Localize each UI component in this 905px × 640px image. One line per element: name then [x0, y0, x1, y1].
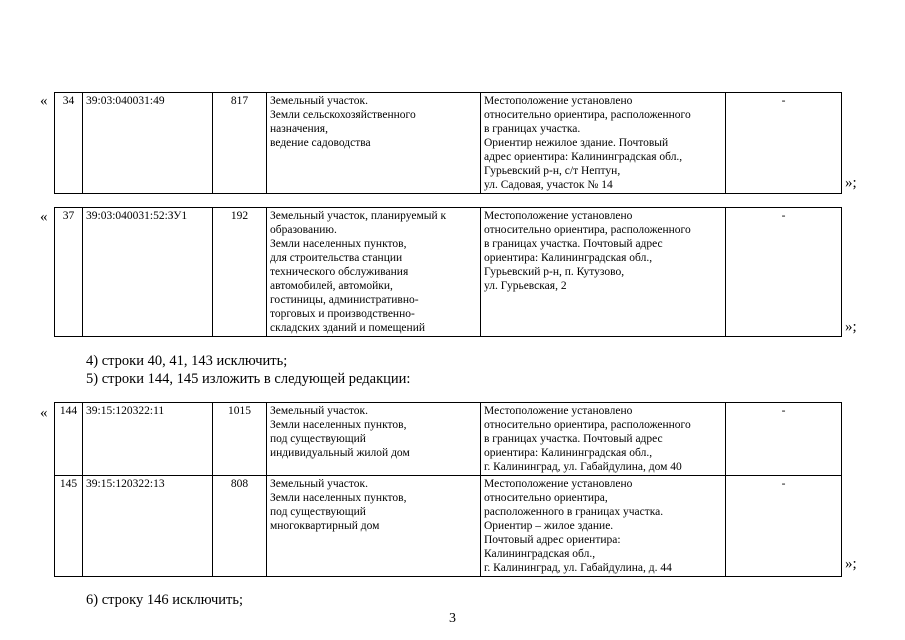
row-number: 144 — [55, 403, 83, 476]
location-description: Местоположение установлено относительно ориентира, расположенного в границах участка. Почтовый адрес ориентира: Калининградская обл., г. Калининград, ул. Габайдулина, дом 40 — [481, 403, 726, 476]
register-table-3 — [54, 402, 842, 577]
register-table-2 — [54, 207, 842, 337]
paragraph-item-4: 4) строки 40, 41, 143 исключить; — [86, 353, 288, 369]
note-cell: - — [726, 476, 842, 577]
row-number: 37 — [55, 208, 83, 337]
paragraph-item-5: 5) строки 144, 145 изложить в следующей редакции: — [86, 371, 411, 387]
land-description: Земельный участок, планируемый к образованию. Земли населенных пунктов, для строительства станции технического обслуживания автомобилей, автомойки, гостиницы, административно- торговых и производственно- складских зданий и помещений — [267, 208, 481, 337]
area-value: 808 — [213, 476, 267, 577]
closing-quote: »; — [845, 319, 857, 335]
table-row — [55, 93, 842, 194]
area-value: 1015 — [213, 403, 267, 476]
cadastral-number: 39:15:120322:13 — [83, 476, 213, 577]
land-description: Земельный участок. Земли населенных пунктов, под существующий индивидуальный жилой дом — [267, 403, 481, 476]
opening-quote: « — [40, 209, 48, 225]
note-cell: - — [726, 93, 842, 194]
opening-quote: « — [40, 405, 48, 421]
location-description: Местоположение установлено относительно ориентира, расположенного в границах участка. Почтовый адрес ориентира: Калининградская обл., Гурьевский р-н, п. Кутузово, ул. Гурьевская, 2 — [481, 208, 726, 337]
land-description: Земельный участок. Земли сельскохозяйственного назначения, ведение садоводства — [267, 93, 481, 194]
area-value: 192 — [213, 208, 267, 337]
cadastral-number: 39:03:040031:49 — [83, 93, 213, 194]
table-row — [55, 403, 842, 476]
area-value: 817 — [213, 93, 267, 194]
paragraph-item-6: 6) строку 146 исключить; — [86, 592, 244, 608]
cadastral-number: 39:15:120322:11 — [83, 403, 213, 476]
closing-quote: »; — [845, 175, 857, 191]
page-number: 3 — [449, 611, 456, 626]
table-row — [55, 476, 842, 577]
closing-quote: »; — [845, 556, 857, 572]
location-description: Местоположение установлено относительно ориентира, расположенного в границах участка. Ориентир – жилое здание. Почтовый адрес ориентира: Калининградская обл., г. Калининград, ул. Габайдулина, д. 44 — [481, 476, 726, 577]
location-description: Местоположение установлено относительно ориентира, расположенного в границах участка. Ориентир нежилое здание. Почтовый адрес ориентира: Калининградская обл., Гурьевский р-н, с/т Нептун, ул. Садовая, участок № 14 — [481, 93, 726, 194]
row-number: 34 — [55, 93, 83, 194]
opening-quote: « — [40, 93, 48, 109]
row-number: 145 — [55, 476, 83, 577]
note-cell: - — [726, 403, 842, 476]
table-row — [55, 208, 842, 337]
land-description: Земельный участок. Земли населенных пунктов, под существующий многоквартирный дом — [267, 476, 481, 577]
register-table-1 — [54, 92, 842, 194]
cadastral-number: 39:03:040031:52:ЗУ1 — [83, 208, 213, 337]
note-cell: - — [726, 208, 842, 337]
